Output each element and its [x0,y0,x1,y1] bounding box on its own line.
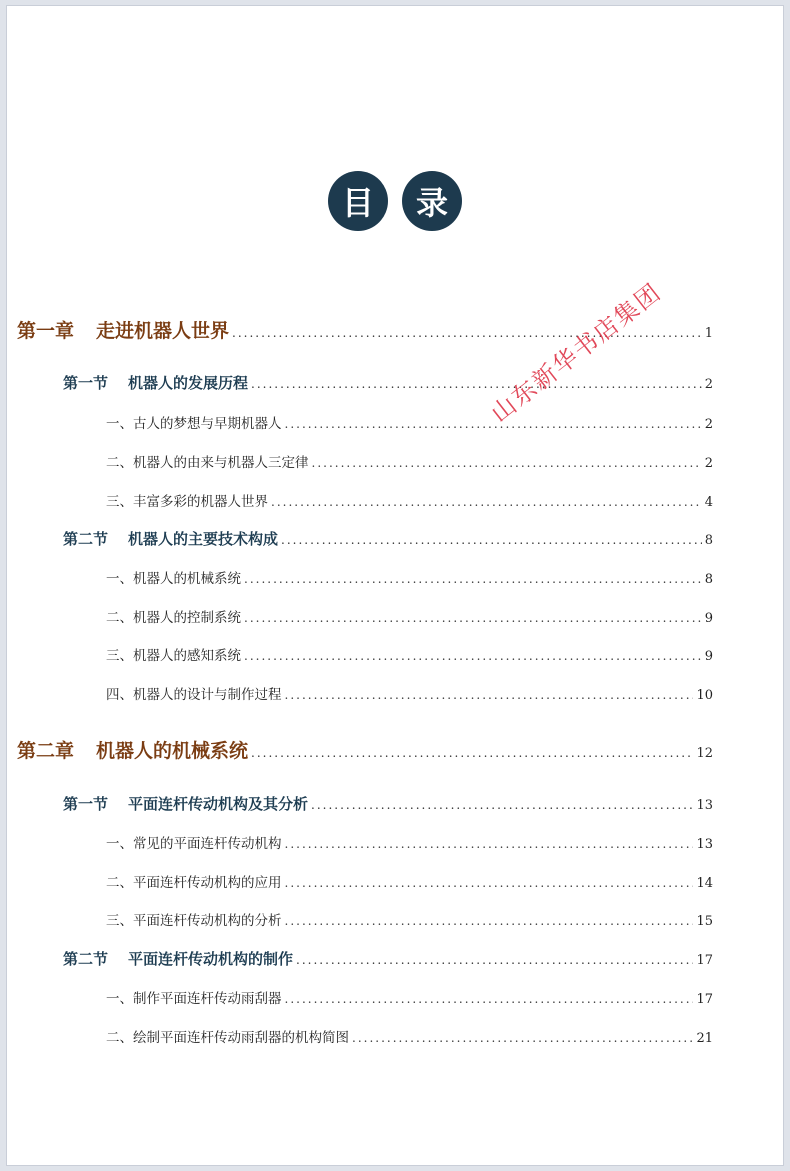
page-number: 2 [704,456,713,471]
page-number: 14 [696,876,713,891]
section-number: 第二节 [63,530,109,548]
item-title: 四、机器人的设计与制作过程 [106,687,282,703]
item-title: 二、绘制平面连杆传动雨刮器的机构简图 [106,1030,349,1046]
item-title: 一、常见的平面连杆传动机构 [106,836,282,852]
toc-section-1-2[interactable] [63,528,713,549]
toc-item-2-1-1[interactable] [106,832,713,852]
leader-dots [311,798,693,812]
item-title: 一、古人的梦想与早期机器人 [106,416,282,432]
page-number: 17 [696,992,713,1007]
leader-dots [312,456,702,470]
toc-item-2-2-2[interactable] [106,1026,713,1046]
leader-dots [285,914,694,928]
leader-dots [251,377,702,391]
toc-item-2-1-3[interactable] [106,909,713,929]
page-number: 1 [704,326,713,341]
toc-item-1-2-1[interactable] [106,567,713,587]
leader-dots [352,1031,693,1045]
leader-dots [251,746,693,760]
section-title: 机器人的发展历程 [128,374,249,392]
chapter-title: 走进机器人世界 [96,320,230,342]
chapter-title: 机器人的机械系统 [96,740,249,762]
leader-dots [296,953,693,967]
toc-item-2-2-1[interactable] [106,987,713,1007]
toc-chapter-1[interactable] [17,316,713,343]
toc-item-2-1-2[interactable] [106,871,713,891]
page-number: 9 [704,611,713,626]
page-number: 15 [696,914,713,929]
toc-item-1-1-2[interactable] [106,451,713,471]
page-number: 8 [704,533,713,548]
item-title: 二、平面连杆传动机构的应用 [106,875,282,891]
item-title: 三、丰富多彩的机器人世界 [106,494,268,510]
section-number: 第一节 [63,374,109,392]
leader-dots [244,611,702,625]
item-title: 一、机器人的机械系统 [106,571,241,587]
page-number: 13 [696,837,713,852]
document-page [7,6,783,1165]
page-number: 8 [704,572,713,587]
section-title: 平面连杆传动机构的制作 [128,950,294,968]
page-number: 21 [696,1031,713,1046]
leader-dots [281,533,702,547]
leader-dots [285,417,702,431]
item-title: 二、机器人的由来与机器人三定律 [106,455,309,471]
toc-section-2-1[interactable] [63,793,713,814]
item-title: 三、平面连杆传动机构的分析 [106,913,282,929]
leader-dots [285,992,694,1006]
leader-dots [285,876,694,890]
leader-dots [285,837,694,851]
toc-item-1-2-2[interactable] [106,606,713,626]
page-number: 17 [696,953,713,968]
leader-dots [244,572,702,586]
toc-item-1-2-3[interactable] [106,644,713,664]
section-number: 第一节 [63,795,109,813]
section-title: 平面连杆传动机构及其分析 [128,795,309,813]
page-number: 9 [704,649,713,664]
toc-chapter-2[interactable] [17,736,713,763]
item-title: 二、机器人的控制系统 [106,610,241,626]
leader-dots [271,495,702,509]
chapter-number: 第二章 [17,740,75,762]
page-number: 10 [696,688,713,703]
chapter-number: 第一章 [17,320,75,342]
leader-dots [232,326,702,340]
section-number: 第二节 [63,950,109,968]
toc-item-1-2-4[interactable] [106,683,713,703]
leader-dots [285,688,694,702]
watermark-stamp: 山东新华书店集团 [485,277,667,428]
page-number: 2 [704,417,713,432]
page-number: 13 [696,798,713,813]
item-title: 一、制作平面连杆传动雨刮器 [106,991,282,1007]
page-number: 12 [696,746,713,761]
toc-item-1-1-1[interactable] [106,412,713,432]
page-number: 4 [704,495,713,510]
page-title [7,171,783,231]
toc-section-1-1[interactable] [63,372,713,393]
leader-dots [244,649,702,663]
toc-section-2-2[interactable] [63,948,713,969]
item-title: 三、机器人的感知系统 [106,648,241,664]
page-number: 2 [704,377,713,392]
title-char-2: 录 [402,171,462,231]
section-title: 机器人的主要技术构成 [128,530,279,548]
toc-item-1-1-3[interactable] [106,490,713,510]
title-char-1: 目 [328,171,388,231]
